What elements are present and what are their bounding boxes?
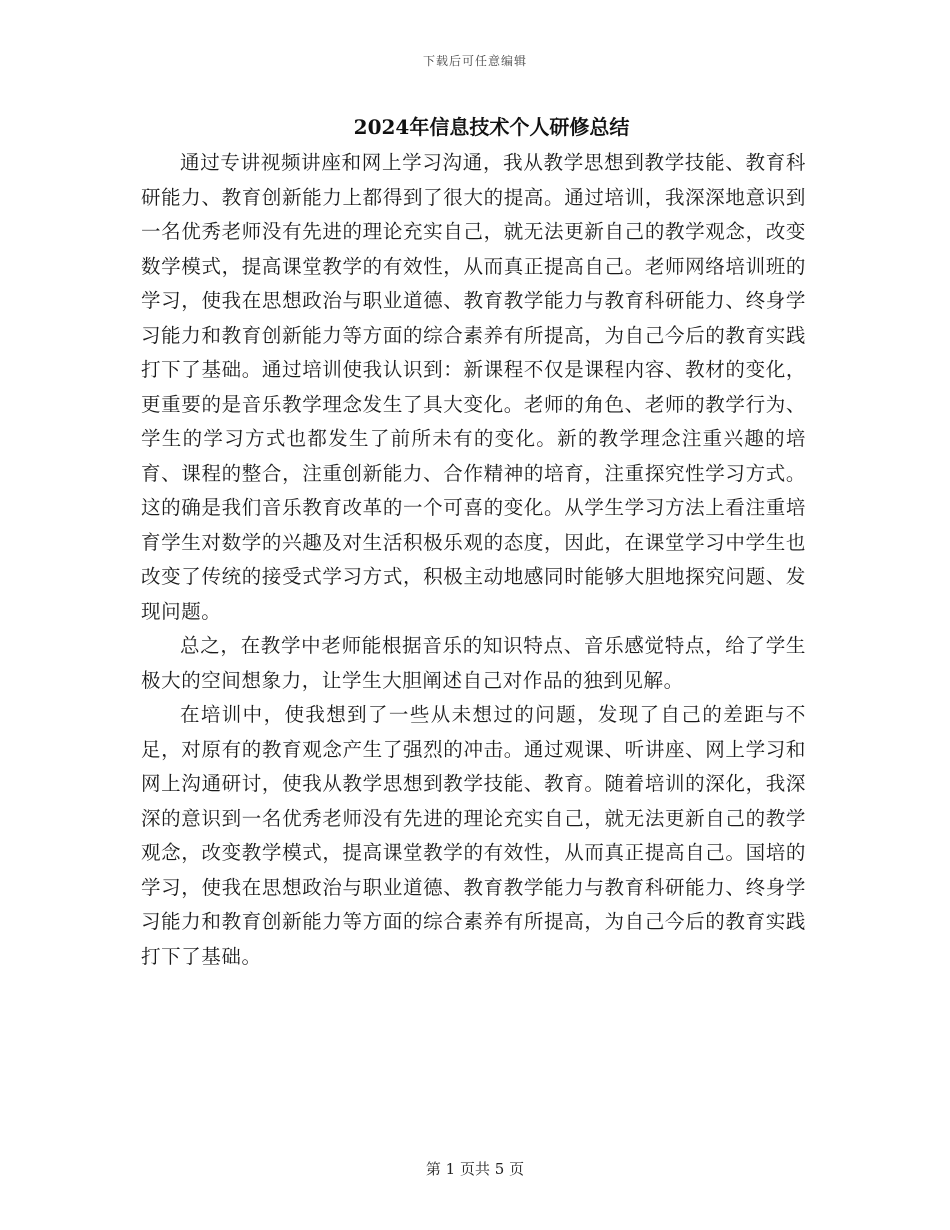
paragraph-3: 在培训中，使我想到了一些从未想过的问题，发现了自己的差距与不足，对原有的教育观念产生了强烈的冲击。通过观课、听讲座、网上学习和网上沟通研讨，使我从教学思想到教学技能、教育。随着培训的深化，我深深的意识到一名优秀老师没有先进的理论充实自己，就无法更新自己的教学观念，改变教学模式，提高课堂教学的有效性，从而真正提高自己。国培的学习，使我在思想政治与职业道德、教育教学能力与教育科研能力、终身学习能力和教育创新能力等方面的综合素养有所提高，为自己今后的教育实践打下了基础。 xyxy=(141,703,806,968)
document-title: 2024年信息技术个人研修总结 xyxy=(353,115,630,139)
paragraph-2: 总之，在教学中老师能根据音乐的知识特点、音乐感觉特点，给了学生极大的空间想象力，让学生大胆阐述自己对作品的独到见解。 xyxy=(141,634,806,692)
page-number: 第 1 页共 5 页 xyxy=(425,1160,525,1178)
paragraph-1: 通过专讲视频讲座和网上学习沟通，我从教学思想到教学技能、教育科研能力、教育创新能力上都得到了很大的提高。通过培训，我深深地意识到一名优秀老师没有先进的理论充实自己，就无法更新自己的教学观念，改变数学模式，提高课堂教学的有效性，从而真正提高自己。老师网络培训班的学习，使我在思想政治与职业道德、教育教学能力与教育科研能力、终身学习能力和教育创新能力等方面的综合素养有所提高，为自己今后的教育实践打下了基础。通过培训使我认识到：新课程不仅是课程内容、教材的变化，更重要的是音乐教学理念发生了具大变化。老师的角色、老师的教学行为、学生的学习方式也都发生了前所未有的变化。新的教学理念注重兴趣的培育、课程的整合，注重创新能力、合作精神的培育，注重探究性学习方式。这的确是我们音乐教育改革的一个可喜的变化。从学生学习方法上看注重培育学生对数学的兴趣及对生活积极乐观的态度，因此，在课堂学习中学生也改变了传统的接受式学习方式，积极主动地感同时能够大胆地探究问题、发现问题。 xyxy=(141,151,806,623)
page-header-note: 下载后可任意编辑 xyxy=(422,54,527,68)
document-body xyxy=(141,110,806,974)
